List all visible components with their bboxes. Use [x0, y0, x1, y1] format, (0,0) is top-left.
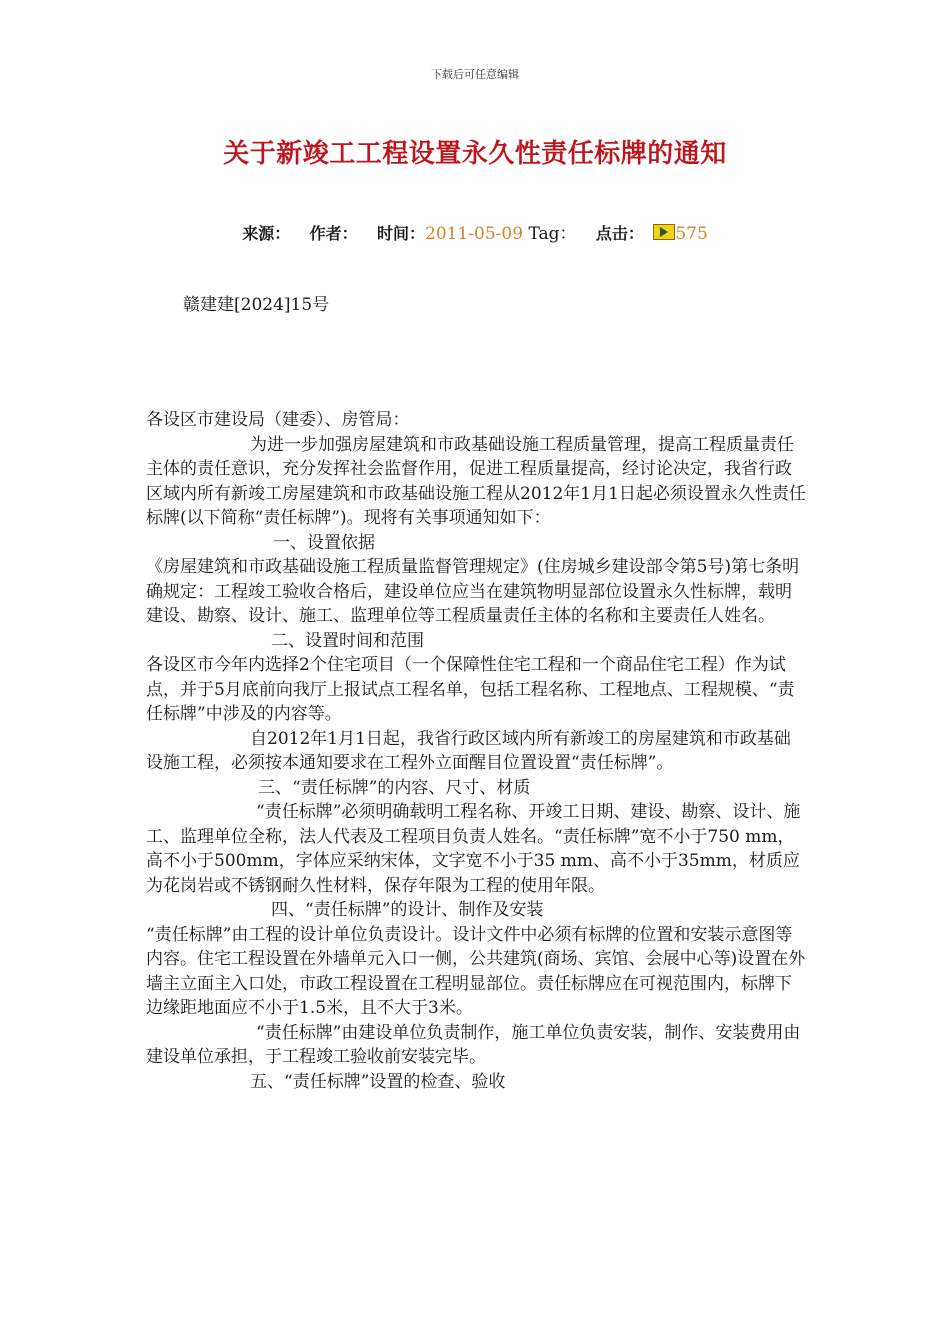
- time-label: 时间：: [377, 224, 426, 243]
- page-title: 关于新竣工工程设置永久性责任标牌的通知: [223, 139, 727, 169]
- section-heading-2: 二、设置时间和范围: [271, 630, 424, 651]
- section-4-paragraph-1: “责任标牌”由工程的设计单位负责设计。设计文件中必须有标牌的位置和安装示意图等内容。住宅工程设置在外墙单元入口一侧，公共建筑(商场、宾馆、会展中心等)设置在外墙主立面主入口处，市政工程设置在工程明显部位。责任标牌应在可视范围内，标牌下边缘距地面应不小于1.5米，且不大于3米。: [146, 924, 806, 1018]
- article-meta: [0, 219, 950, 244]
- section-heading-4: 四、“责任标牌”的设计、制作及安装: [271, 900, 544, 920]
- salutation: 各设区市建设局（建委）、房管局：: [146, 410, 410, 430]
- section-heading-5: 五、“责任标牌”设置的检查、验收: [250, 1071, 506, 1092]
- document-body: [146, 408, 806, 1094]
- view-count-icon: [653, 224, 675, 240]
- clicks-label: 点击：: [595, 224, 644, 243]
- section-4-paragraph-2: “责任标牌”由建设单位负责制作，施工单位负责安装，制作、安装费用由建设单位承担，于工程竣工验收前安装完毕。: [146, 1022, 801, 1067]
- section-heading-3: 三、“责任标牌”的内容、尺寸、材质: [258, 777, 531, 798]
- tag-label: Tag：: [528, 224, 577, 244]
- header-note: 下载后可任意编辑: [431, 68, 519, 81]
- source-label: 来源：: [242, 224, 291, 243]
- time-value: 2011-05-09: [425, 224, 524, 244]
- section-2-paragraph-1: 各设区市今年内选择2个住宅项目（一个保障性住宅工程和一个商品住宅工程）作为试点，并于5月底前向我厅上报试点工程名单，包括工程名称、工程地点、工程规模、“责任标牌”中涉及的内容等。: [146, 655, 795, 724]
- section-2-paragraph-2: 自2012年1月1日起，我省行政区域内所有新竣工的房屋建筑和市政基础设施工程，必须按本通知要求在工程外立面醒目位置设置“责任标牌”。: [146, 728, 791, 773]
- section-heading-1: 一、设置依据: [273, 532, 375, 553]
- clicks-value: 575: [675, 224, 708, 244]
- author-label: 作者：: [309, 224, 358, 243]
- intro-paragraph: 为进一步加强房屋建筑和市政基础设施工程质量管理，提高工程质量责任主体的责任意识，充分发挥社会监督作用，促进工程质量提高，经讨论决定，我省行政区域内所有新竣工房屋建筑和市政基础设施工程从2012年1月1日起必须设置永久性责任标牌(以下简称“责任标牌”)。现将有关事项通知如下：: [146, 434, 806, 528]
- section-1-paragraph: 《房屋建筑和市政基础设施工程质量监督管理规定》(住房城乡建设部令第5号)第七条明确规定：工程竣工验收合格后，建设单位应当在建筑物明显部位设置永久性标牌，载明建设、勘察、设计、施工、监理单位等工程质量责任主体的名称和主要责任人姓名。: [146, 557, 800, 626]
- document-number: 赣建建[2024]15号: [183, 295, 330, 315]
- section-3-paragraph: “责任标牌”必须明确载明工程名称、开竣工日期、建设、勘察、设计、施工、监理单位全称，法人代表及工程项目负责人姓名。“责任标牌”宽不小于750 mm，高不小于500mm，字体应采纳宋体，文字宽不小于35 mm、高不小于35mm，材质应为花岗岩或不锈钢耐久性材料，保存年限为工程的使用年限。: [146, 802, 801, 896]
